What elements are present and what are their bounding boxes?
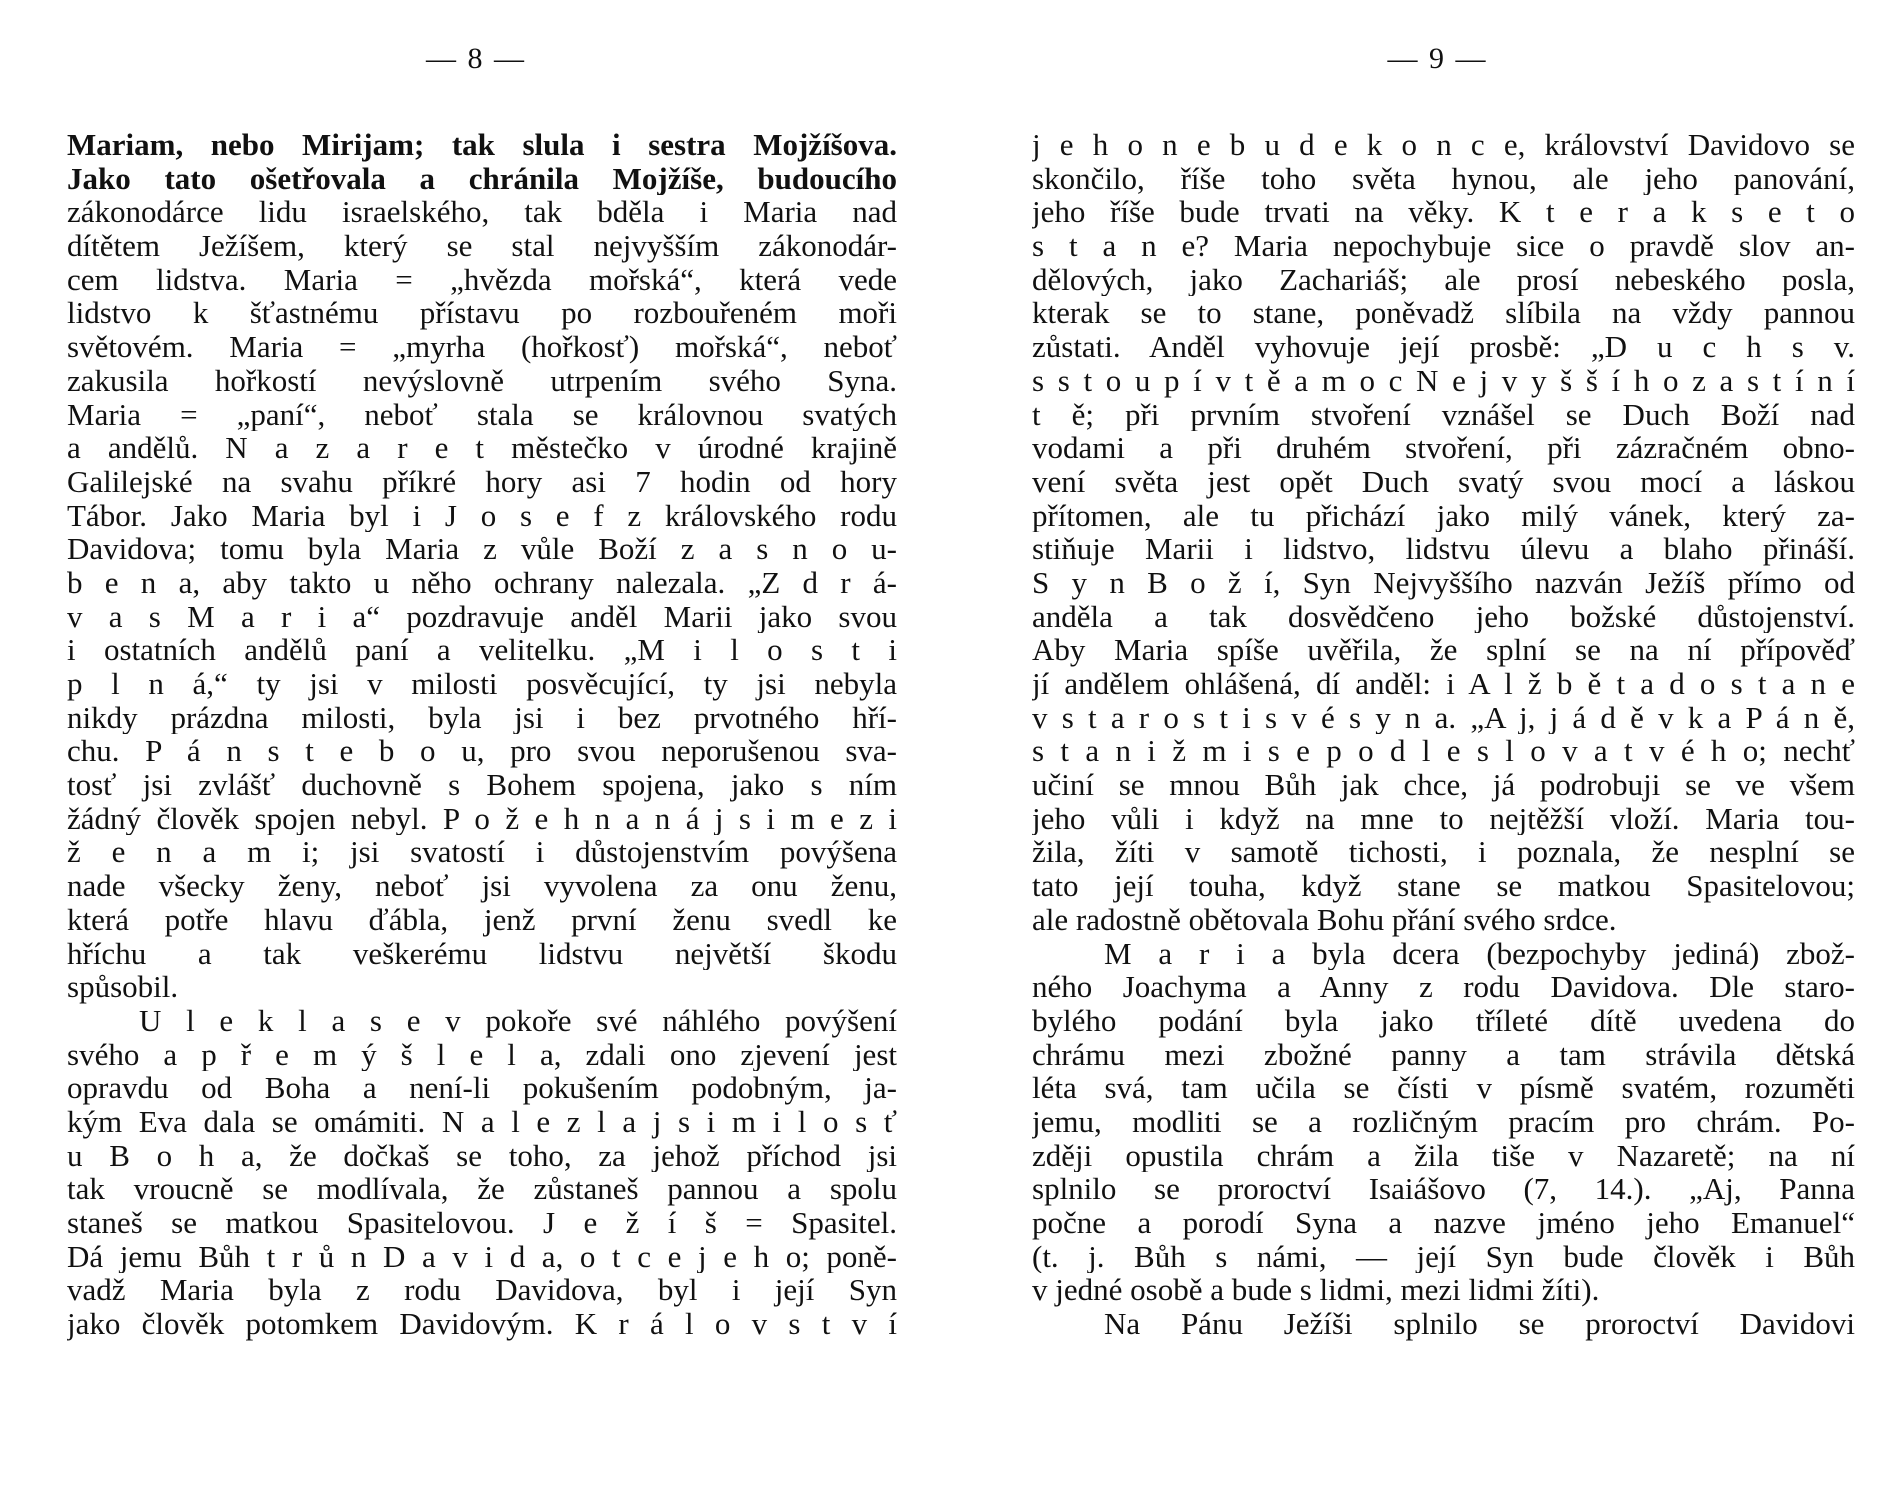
text-line: vení světa jest opět Duch svatý svou mocí a láskou [1032,464,1855,499]
text-line: ného Joachyma a Anny z rodu Davidova. Dle staro- [1032,970,1855,1004]
text-line: počne a porodí Syna a nazve jméno jeho Emanuel“ [1032,1206,1855,1240]
text-line: staneš se matkou Spasitelovou. J e ž í š = Spasitel. [67,1206,897,1240]
text-line: kterak se to stane, poněvadž slíbila na vždy pannou [1032,296,1855,331]
text-line: vodami a při druhém stvoření, při zázračném obno- [1032,431,1855,465]
page-number: — 8 — [426,42,526,75]
text-line: b e n a, aby takto u něho ochrany nalezala. „Z d r á- [67,565,897,600]
right-page [1020,0,1855,1500]
text-line: Maria = „paní“, neboť stala se královnou svatých [67,397,897,432]
text-line: t ě; při prvním stvoření vznášel se Duch Boží nad [1032,397,1855,432]
text-line: Tábor. Jako Maria byl i J o s e f z královského rodu [67,498,897,533]
text-line: p l n á,“ ty jsi v milosti posvěcující, ty jsi nebyla [67,667,897,701]
text-line: přítomen, ale tu přichází jako milý vánek, který za- [1032,498,1855,533]
text-line: dělových, jako Zachariáš; ale prosí nebeského posla, [1032,262,1855,297]
text-line: u B o h a, že dočkaš se toho, za jehož příchod jsi [67,1138,897,1173]
text-line: zákonodárce lidu israelského, tak bděla i Maria nad [67,195,897,230]
text-line: spůsobil. [67,970,179,1004]
text-line: jemu, modliti se a rozličným pracím pro chrám. Po- [1032,1104,1855,1139]
text-line: léta svá, tam učila se čísti v písmě svatém, rozuměti [1032,1071,1855,1105]
text-line: v s t a r o s t i s v é s y n a. „A j, j á d ě v k a P á n ě, [1032,700,1855,735]
page-text [1032,128,1855,1341]
text-line: skončilo, říše toho světa hynou, ale jeho panování, [1032,161,1855,196]
text-line: Galilejské na svahu příkré hory asi 7 hodin od hory [67,464,897,499]
text-line: dítětem Ježíšem, který se stal nejvyšším zákonodár- [67,229,897,263]
text-line: chu. P á n s t e b o u, pro svou neporušenou sva- [67,734,897,769]
text-line: zůstati. Anděl vyhovuje její prosbě: „D u c h s v. [1032,330,1855,364]
text-line: j e h o n e b u d e k o n c e, království Davidovo se [1032,128,1855,162]
text-line: světovém. Maria = „myrha (hořkosť) mořská“, neboť [67,330,897,364]
text-line: splnilo se proroctví Isaiášovo (7, 14.). „Aj, Panna [1032,1172,1855,1206]
text-line: stiňuje Marii i lidstvo, lidstvu úlevu a blaho přináší. [1032,532,1855,566]
text-line: zději opustila chrám a žila tiše v Nazaretě; na ní [1032,1138,1855,1173]
text-line: žila, žíti v samotě tichosti, i poznala, že nesplní se [1032,835,1855,870]
text-line: učiní se mnou Bůh jak chce, já podrobuji se ve všem [1032,768,1855,802]
text-line: s s t o u p í v t ě a m o c N e j v y š š í h o z a s t í n í [1032,363,1855,398]
text-line: Dá jemu Bůh t r ů n D a v i d a, o t c e j e h o; poně- [67,1239,897,1274]
text-line: lidstvo k šťastnému přístavu po rozbouřeném moři [67,296,897,331]
text-line: M a r i a byla dcera (bezpochyby jediná) zbož- [1104,936,1855,971]
text-line: vadž Maria byla z rodu Davidova, byl i její Syn [67,1273,897,1308]
text-line: tato její touha, když stane se matkou Spasitelovou; [1032,869,1855,903]
text-line: anděla a tak dosvědčeno jeho božské důstojenství. [1032,599,1855,634]
text-line: zakusila hořkostí nevýslovně utrpením svého Syna. [67,363,897,398]
page-number: — 9 — [1387,42,1488,75]
text-line: opravdu od Boha a není-li pokušením podobným, ja- [67,1071,897,1105]
text-line: Jako tato ošetřovala a chránila Mojžíše, budoucího [67,161,897,196]
text-line: Aby Maria spíše uvěřila, že splní se na ní přípověď [1032,633,1855,667]
text-line: Na Pánu Ježíši splnilo se proroctví Davidovi [1104,1307,1855,1341]
text-line: a andělů. N a z a r e t městečko v úrodné krajině [67,431,897,465]
text-line: s t a n i ž m i s e p o d l e s l o v a t v é h o; nechť [1032,734,1855,769]
text-line: bylého podání byla jako tříleté dítě uvedena do [1032,1003,1855,1038]
text-line: svého a p ř e m ý š l e l a, zdali ono zjevení jest [67,1037,897,1072]
text-line: cem lidstva. Maria = „hvězda mořská“, která vede [67,262,897,297]
text-line: ž e n a m i; jsi svatostí i důstojenstvím povýšena [67,835,897,870]
text-line: v a s M a r i a“ pozdravuje anděl Marii jako svou [67,599,897,634]
page-text [67,128,897,1341]
text-line: v jedné osobě a bude s lidmi, mezi lidmi žíti). [1032,1273,1600,1308]
text-line: která potře hlavu ďábla, jenž první ženu svedl ke [67,902,897,937]
left-page [55,0,897,1500]
text-line: s t a n e? Maria nepochybuje sice o pravdě slov an- [1032,229,1855,263]
text-line: jí andělem ohlášená, dí anděl: i A l ž b ě t a d o s t a n e [1032,667,1855,701]
text-line: S y n B o ž í, Syn Nejvyššího nazván Ježíš přímo od [1032,565,1855,600]
text-line: tosť jsi zvlášť duchovně s Bohem spojena, jako s ním [67,768,897,802]
text-line: ale radostně obětovala Bohu přání svého srdce. [1032,902,1617,937]
text-line: nade všecky ženy, neboť jsi vyvolena za onu ženu, [67,869,897,903]
text-line: tak vroucně se modlívala, že zůstaneš pannou a spolu [67,1172,897,1206]
text-line: hříchu a tak veškerému lidstvu největší škodu [67,936,897,971]
text-line: jeho říše bude trvati na věky. K t e r a k s e t o [1032,195,1855,230]
text-line: žádný člověk spojen nebyl. P o ž e h n a n á j s i m e z i [67,801,897,836]
text-line: jako člověk potomkem Davidovým. K r á l o v s t v í [67,1307,897,1341]
text-line: jeho vůli i když na mne to nejtěžší vloží. Maria tou- [1032,801,1855,836]
text-line: Mariam, nebo Mirijam; tak slula i sestra Mojžíšova. [67,128,897,162]
text-line: Davidova; tomu byla Maria z vůle Boží z a s n o u- [67,532,897,566]
text-line: i ostatních andělů paní a velitelku. „M i l o s t i [67,633,897,667]
text-line: U l e k l a s e v pokoře své náhlého povýšení [139,1003,897,1038]
text-line: kým Eva dala se omámiti. N a l e z l a j s i m i l o s ť [67,1104,897,1139]
text-line: (t. j. Bůh s námi, — její Syn bude člověk i Bůh [1032,1239,1855,1274]
text-line: nikdy prázdna milosti, byla jsi i bez prvotného hří- [67,700,897,735]
text-line: chrámu mezi zbožné panny a tam strávila dětská [1032,1037,1855,1072]
